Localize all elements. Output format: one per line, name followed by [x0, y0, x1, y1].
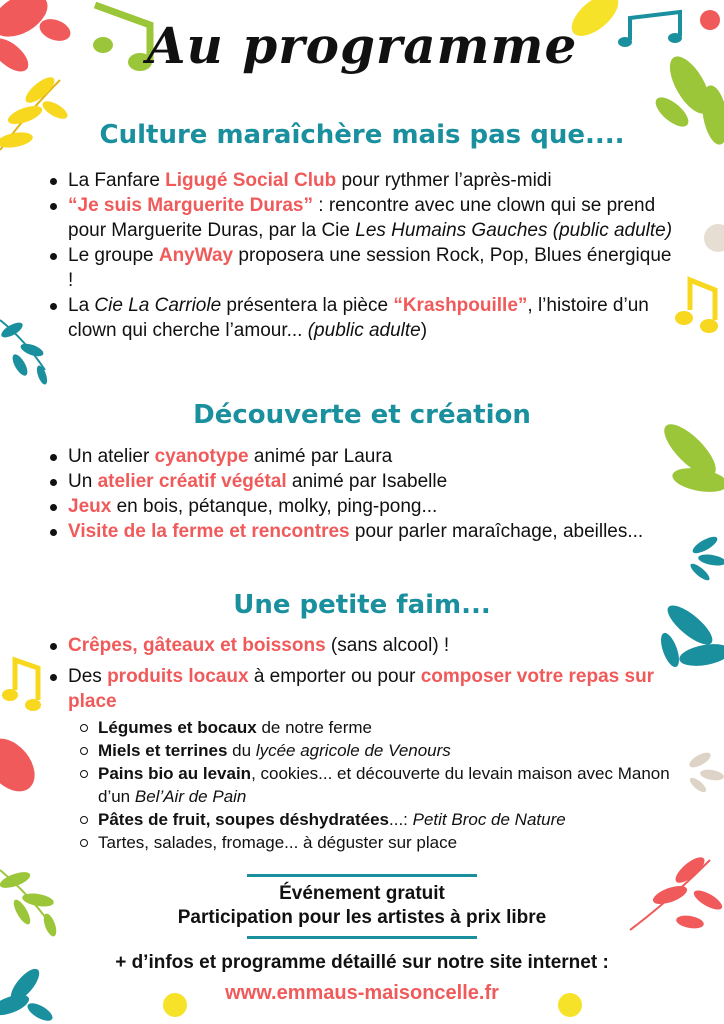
- decouverte-list: [50, 444, 680, 544]
- sub-list-item: Légumes et bocaux de notre ferme: [80, 716, 680, 739]
- website-link[interactable]: www.emmaus-maisoncelle.fr: [225, 982, 499, 1004]
- list-item: Visite de la ferme et rencontres pour parler maraîchage, abeilles...: [50, 519, 680, 544]
- sub-list-item: Miels et terrines du lycée agricole de Venours: [80, 739, 680, 762]
- section-title-culture: Culture maraîchère mais pas que....: [99, 120, 625, 150]
- list-item: Crêpes, gâteaux et boissons (sans alcool) !: [50, 633, 680, 658]
- section-title-decouverte: Découverte et création: [193, 400, 531, 430]
- list-item: Jeux en bois, pétanque, molky, ping-pong...: [50, 494, 680, 519]
- sub-list-item: Pains bio au levain, cookies... et découverte du levain maison avec Manon d’un Bel’Air de Pain: [80, 762, 680, 808]
- faim-list: [50, 633, 680, 854]
- sub-list-item: Pâtes de fruit, soupes déshydratées...: Petit Broc de Nature: [80, 808, 680, 831]
- list-item: La Fanfare Ligugé Social Club pour rythmer l’après-midi: [50, 168, 680, 193]
- list-item: La Cie La Carriole présentera la pièce “Krashpouille”, l’histoire d’un clown qui cherche l’amour... (public adulte): [50, 293, 680, 343]
- sub-list-item: Tartes, salades, fromage... à déguster sur place: [80, 831, 680, 854]
- culture-list: [50, 168, 680, 343]
- section-title-faim: Une petite faim...: [233, 590, 491, 620]
- page-title: Au programme: [146, 16, 578, 75]
- divider-top: [247, 874, 477, 877]
- info-text: + d’infos et programme détaillé sur notre site internet :: [115, 952, 609, 973]
- list-item: Des produits locaux à emporter ou pour composer votre repas sur place Légumes et bocaux de notre ferme Miels et terrines du lycée agricole de Venours Pains bio au levain, cookies... et découverte du levain maison avec Manon d’un Bel’Air de Pain Pâtes de fruit, soupes déshydratées...: Petit Broc de Nature Tartes, salades, fromage... à déguster sur place: [50, 664, 680, 854]
- sub-list: [68, 716, 680, 854]
- list-item: Un atelier cyanotype animé par Laura: [50, 444, 680, 469]
- free-event-text: Événement gratuit: [279, 883, 445, 904]
- list-item: “Je suis Marguerite Duras” : rencontre avec une clown qui se prend pour Marguerite Duras, par la Cie Les Humains Gauches (public adulte): [50, 193, 680, 243]
- artists-price-text: Participation pour les artistes à prix libre: [177, 907, 547, 928]
- divider-bottom: [247, 936, 477, 939]
- list-item: Le groupe AnyWay proposera une session Rock, Pop, Blues énergique !: [50, 243, 680, 293]
- list-item: Un atelier créatif végétal animé par Isabelle: [50, 469, 680, 494]
